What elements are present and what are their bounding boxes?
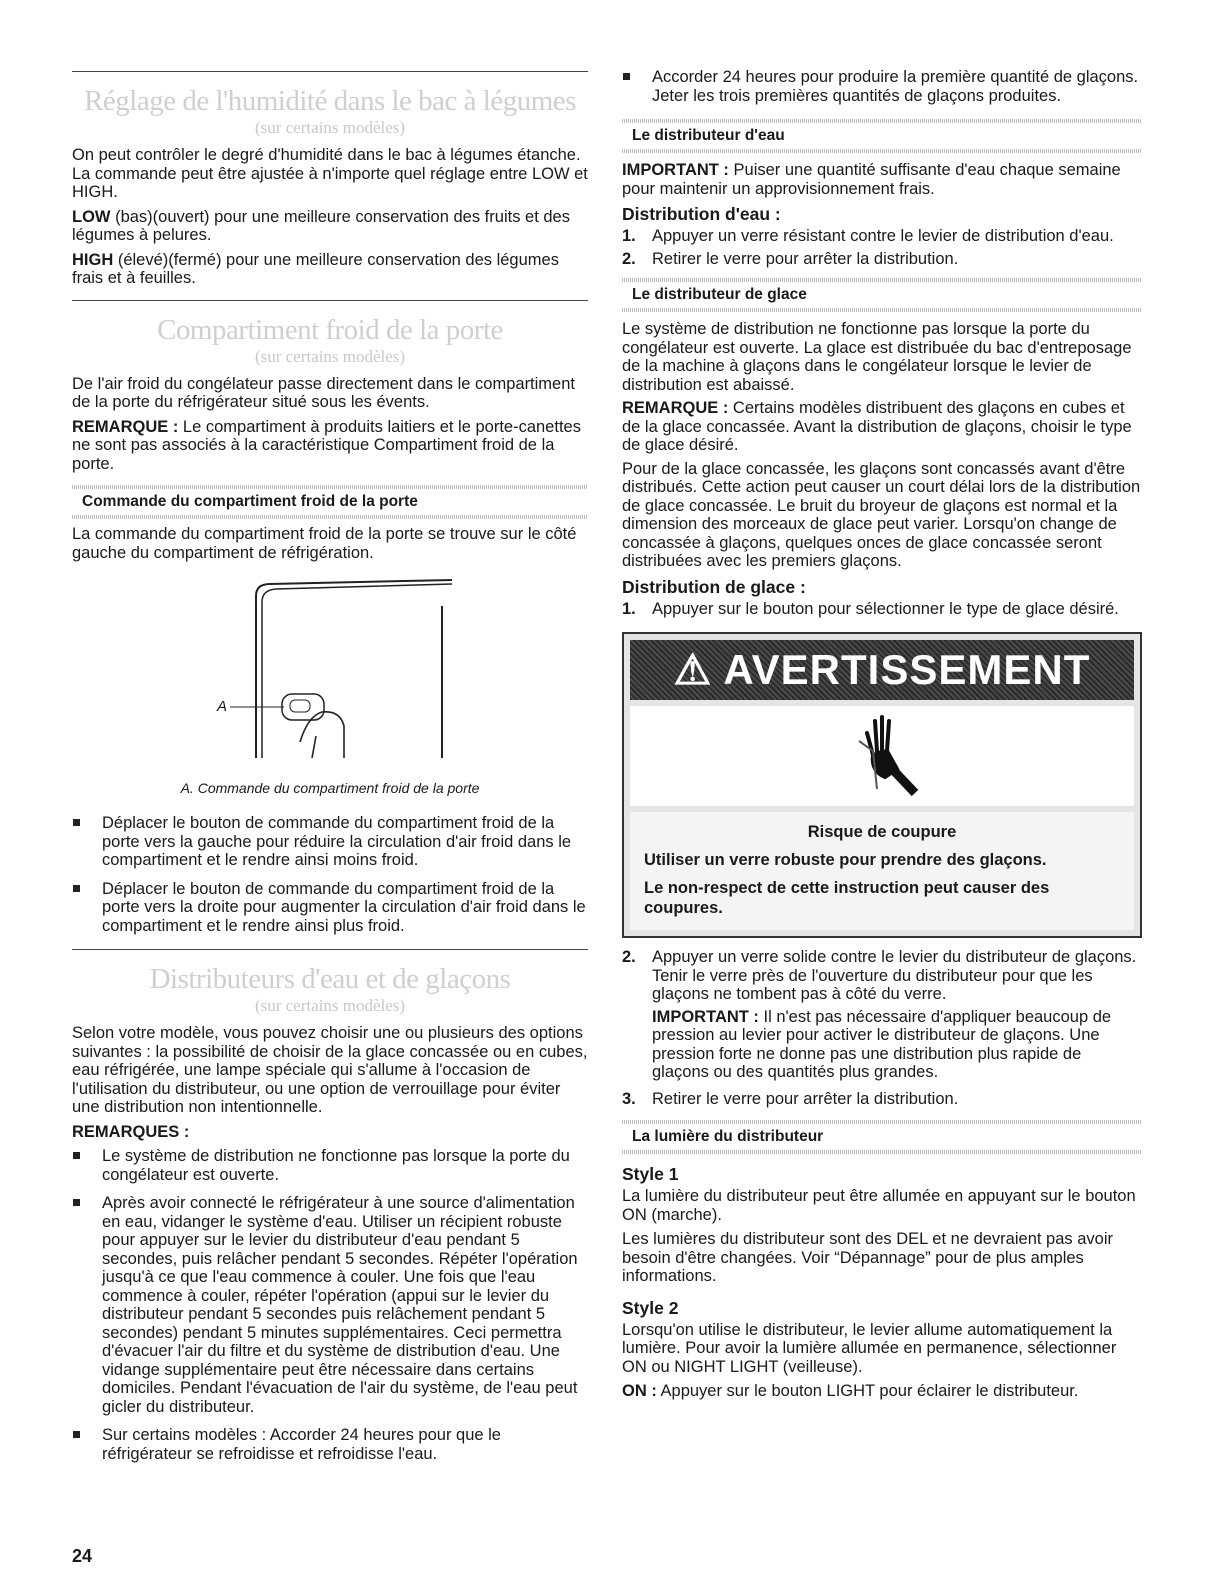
warning-risk: Risque de coupure [807, 823, 957, 841]
paragraph: Le système de distribution ne fonctionne pas lorsque la porte du congélateur est ouverte. La glace est distribuée du bac d'entreposage de la machine à glaçons dans le congélateur lorsque le levier de distribution est abaissé. [622, 320, 1132, 394]
paragraph: REMARQUE : Certains modèles distribuent des glaçons en cubes et de la glace concassée. Avant la distribution de glaçons, choisir le type de glace désiré. [622, 399, 1132, 454]
section-subtitle: (sur certains modèles) [254, 346, 406, 366]
heading: Style 1 [622, 1164, 679, 1184]
section-rule [72, 300, 588, 301]
paragraph: Lorsqu'on utilise le distributeur, le levier allume automatiquement la lumière. Pour avoir la lumière allumée en permanence, sélectionner ON ou NIGHT LIGHT (veilleuse). [622, 1320, 1117, 1376]
heading: Style 2 [622, 1297, 679, 1318]
list-item: Déplacer le bouton de commande du compartiment froid de la porte vers la gauche pour réduire la circulation d'air froid dans le compartiment et le rendre ainsi moins froid. [72, 814, 588, 870]
list-item: Déplacer le bouton de commande du compartiment froid de la porte vers la droite pour augmenter la circulation d'air froid dans le compartiment et le rendre ainsi plus froid. [72, 880, 588, 936]
paragraph: Pour de la glace concassée, les glaçons sont concassés avant d'être distribués. Cette action peut causer un court délai lors de la distribution de glace concassée. Le bruit du broyeur de glaçons est normal et la dimension des morceaux de glace peut varier. Lorsqu'on change de concassée à glaçons, quelques onces de glace concassée seront distribuées avec les premiers glaçons. [622, 459, 1141, 570]
paragraph: REMARQUE : Le compartiment à produits laitiers et le porte-canettes ne sont pas associés à la caractéristique Compartiment froid de la porte. [72, 417, 581, 473]
paragraph: LOW (bas)(ouvert) pour une meilleure conservation des fruits et des légumes à pelures. [72, 207, 570, 244]
heading: Distribution d'eau : [622, 204, 781, 224]
section-subtitle: (sur certains modèles) [254, 996, 406, 1015]
subheading: La lumière du distributeur [622, 1120, 1142, 1154]
right-column [622, 0, 1142, 1401]
heading: Distribution de glace : [622, 576, 806, 597]
paragraph: Selon votre modèle, vous pouvez choisir une ou plusieurs des options suivantes : la possibilité de choisir de la glace concassée ou en cubes, eau réfrigérée, une lampe spéciale qui s'allume à l'occasion de l'utilisation du distributeur, ou une option de verrouillage pour éviter une distribution non intentionnelle. [72, 1024, 588, 1116]
paragraph: HIGH (élevé)(fermé) pour une meilleure conservation des légumes frais et à feuilles. [72, 250, 559, 287]
paragraph: ON : Appuyer sur le bouton LIGHT pour éclairer le distributeur. [622, 1382, 1079, 1400]
section-rule [72, 949, 588, 950]
door-control-figure [72, 576, 588, 776]
warning-line: Utiliser un verre robuste pour prendre des glaçons. [644, 851, 1047, 869]
warning-header: ⚠ AVERTISSEMENT [624, 634, 1140, 706]
page-number: 24 [72, 1546, 93, 1566]
warning-pictogram [624, 706, 1140, 812]
list-item: Accorder 24 heures pour produire la première quantité de glaçons. Jeter les trois premières quantités de glaçons produites. [622, 68, 1142, 105]
subheading: Le distributeur d'eau [622, 119, 1142, 153]
cut-hazard-icon [837, 711, 927, 801]
list-item: Sur certains modèles : Accorder 24 heures pour que le réfrigérateur se refroidisse et refroidisse l'eau. [72, 1426, 588, 1463]
warning-box [622, 632, 1142, 938]
paragraph: La lumière du distributeur peut être allumée en appuyant sur le bouton ON (marche). [622, 1187, 1136, 1224]
warning-line: Le non-respect de cette instruction peut causer des coupures. [644, 879, 1050, 917]
step: 3. Retirer le verre pour arrêter la distribution. [622, 1089, 959, 1108]
warning-triangle-icon: ⚠ [673, 646, 713, 693]
list-item: Le système de distribution ne fonctionne pas lorsque la porte du congélateur est ouverte. [72, 1147, 588, 1184]
step: 2. Appuyer un verre solide contre le levier du distributeur de glaçons. Tenir le verre près de l'ouverture du distributeur pour que les glaçons ne tombent pas à côté du verre. [622, 948, 1137, 1003]
paragraph: De l'air froid du congélateur passe directement dans le compartiment de la porte du réfrigérateur situé sous les évents. [72, 374, 575, 411]
warning-body [624, 812, 1140, 936]
step: 1. Appuyer sur le bouton pour sélectionner le type de glace désiré. [622, 599, 1119, 618]
paragraph: IMPORTANT : Puiser une quantité suffisante d'eau chaque semaine pour maintenir un approvisionnement frais. [622, 161, 1121, 198]
paragraph: IMPORTANT : Il n'est pas nécessaire d'appliquer beaucoup de pression au levier pour activer le distributeur de glaçons. Une pression forte ne donne pas une distribution plus rapide de glaçons ou des quantités plus grandes. [652, 1007, 1112, 1081]
left-column [72, 0, 588, 1463]
section-title-dispensers: Distributeurs d'eau et de glaçons [149, 963, 511, 995]
door-illustration [72, 576, 588, 776]
figure-label: A [217, 698, 228, 715]
list-item: Après avoir connecté le réfrigérateur à une source d'alimentation en eau, vidanger le système d'eau. Utiliser un récipient robuste pour appuyer sur le levier du distributeur d'eau pendant 5 secondes, puis relâcher pendant 5 secondes. Répéter l'opération jusqu'à ce que l'eau commence à couler. Une fois que l'eau commence à couler, répéter l'opération (appui sur le levier du distributeur pendant 5 secondes puis relâchement pendant 5 secondes) pendant 5 minutes supplémentaires. Ceci permettra d'évacuer l'air du filtre et du système de distribution d'eau. Une vidange supplémentaire peut être nécessaire dans certains domiciles. Pendant l'évacuation de l'air du système, de l'eau peut gicler du distributeur. [72, 1194, 588, 1416]
paragraph: La commande du compartiment froid de la porte se trouve sur le côté gauche du compartiment de réfrigération. [72, 525, 577, 562]
figure-caption: A. Commande du compartiment froid de la porte [180, 780, 480, 796]
step: 2. Retirer le verre pour arrêter la distribution. [622, 249, 959, 268]
subheading: Le distributeur de glace [622, 278, 1142, 312]
paragraph: On peut contrôler le degré d'humidité dans le bac à légumes étanche. La commande peut être ajustée à n'importe quel réglage entre LOW et HIGH. [72, 146, 588, 201]
section-rule [72, 71, 588, 72]
section-title-humidity: Réglage de l'humidité dans le bac à légumes [84, 85, 576, 117]
remarks-heading: REMARQUES : [72, 1122, 190, 1141]
paragraph: Les lumières du distributeur sont des DEL et ne devraient pas avoir besoin d'être changées. Voir “Dépannage” pour de plus amples informations. [622, 1230, 1113, 1285]
subheading: Commande du compartiment froid de la porte [72, 485, 588, 519]
section-subtitle: (sur certains modèles) [254, 118, 406, 137]
step: 1. Appuyer un verre résistant contre le levier de distribution d'eau. [622, 227, 1114, 245]
section-title-cold-door: Compartiment froid de la porte [157, 313, 503, 346]
